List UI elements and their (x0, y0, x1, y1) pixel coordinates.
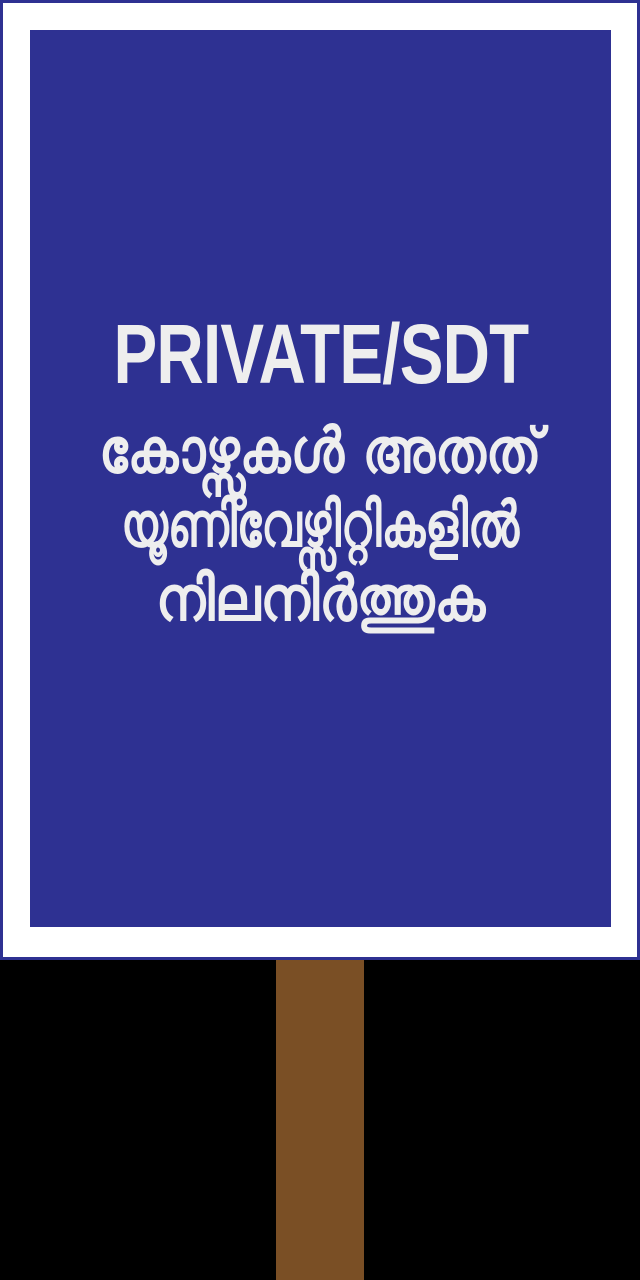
wooden-post (276, 960, 364, 1280)
sign-line-private-sdt: PRIVATE/SDT (113, 306, 528, 401)
sign-line-courses: കോഴ്സുകൾ അതത് (99, 413, 542, 487)
sign-line-universities: യൂണിവേഴ്സിറ്റികളിൽ (121, 487, 520, 561)
sign-line-retain: നിലനിർത്തുക (155, 561, 486, 635)
sign-panel (30, 30, 611, 927)
